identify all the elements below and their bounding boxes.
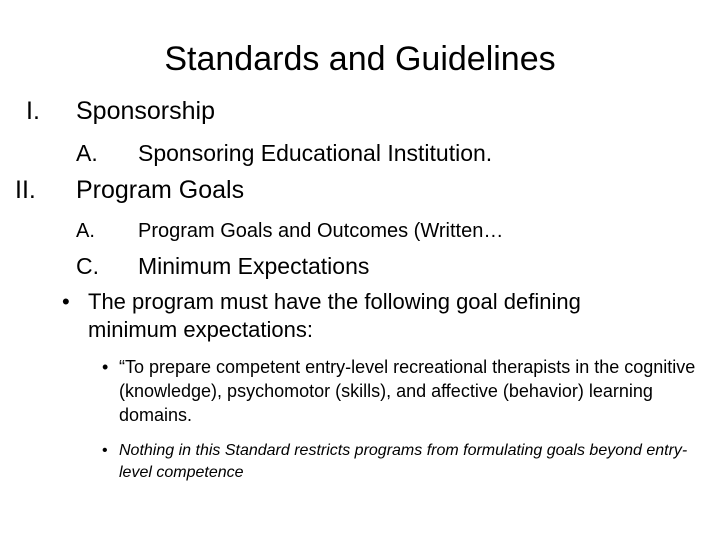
section-2-item-c-letter: C. (76, 253, 99, 279)
bullet-icon: • (102, 357, 109, 377)
section-1-item-a-letter: A. (76, 140, 98, 166)
section-1-label: Sponsorship (76, 97, 215, 125)
bullet-icon: • (62, 289, 70, 314)
goal-quote: “To prepare competent entry-level recreational therapists in the cognitive (knowledge), psychomotor (skills), and affective (behavior) learning domains. (119, 357, 696, 425)
minimum-expectations-bullet: The program must have the following goal defining minimum expectations: (88, 289, 581, 342)
standard-note: Nothing in this Standard restricts programs from formulating goals beyond entry-level competence (119, 442, 688, 481)
section-2-item-c-label: Minimum Expectations (138, 253, 370, 279)
bullet-icon: • (102, 442, 108, 459)
section-2-item-a-label: Program Goals and Outcomes (Written… (138, 220, 504, 242)
section-2-label: Program Goals (76, 176, 245, 204)
section-1-item-a-label: Sponsoring Educational Institution. (138, 140, 493, 166)
slide-title: Standards and Guidelines (164, 40, 556, 78)
section-2-item-a-letter: A. (76, 220, 95, 242)
section-1-numeral: I. (26, 97, 40, 125)
section-2-numeral: II. (15, 176, 36, 204)
